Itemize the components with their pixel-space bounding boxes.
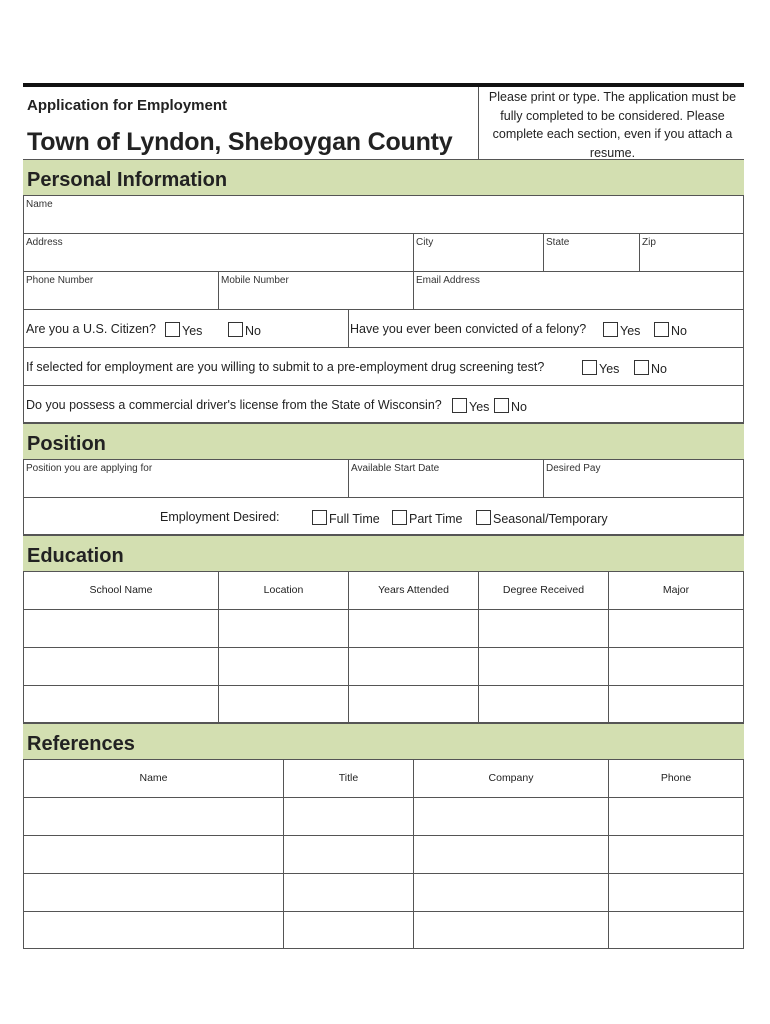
position-row <box>23 460 744 498</box>
state-field[interactable] <box>544 234 640 271</box>
form-subtitle: Application for Employment <box>27 97 228 114</box>
felony-question: Have you ever been convicted of a felony? <box>350 322 587 336</box>
position-applying-label: Position you are applying for <box>26 463 153 474</box>
edu-col-major: Major <box>662 584 690 596</box>
address-label: Address <box>26 237 63 248</box>
checkbox[interactable] <box>494 398 509 413</box>
ref-title-cell[interactable] <box>284 874 414 911</box>
instructions-notice: Please print or type. The application must be fully completed to be considered. Please complete each section, even if you attach a resume. <box>478 87 744 159</box>
citizen-felony-row <box>23 310 744 348</box>
employment-desired-row <box>23 498 744 535</box>
edu-degree-cell[interactable] <box>479 648 609 685</box>
reference-row <box>23 874 744 912</box>
ref-phone-cell[interactable] <box>609 836 743 873</box>
reference-row <box>23 912 744 949</box>
felony-yes-option[interactable]: Yes <box>603 322 640 338</box>
ref-title-cell[interactable] <box>284 836 414 873</box>
mobile-field[interactable] <box>219 272 414 309</box>
edu-school-cell[interactable] <box>24 648 219 685</box>
ref-title-cell[interactable] <box>284 798 414 835</box>
zip-field[interactable] <box>640 234 743 271</box>
education-row <box>23 686 744 723</box>
edu-col-school: School Name <box>24 572 219 609</box>
edu-years-cell[interactable] <box>349 686 479 722</box>
ref-name-cell[interactable] <box>24 874 284 911</box>
section-heading: References <box>27 733 135 755</box>
references-header-row <box>23 760 744 798</box>
address-field[interactable] <box>24 234 414 271</box>
edu-school-cell[interactable] <box>24 686 219 722</box>
form-title: Town of Lyndon, Sheboygan County <box>27 128 453 156</box>
edu-location-cell[interactable] <box>219 648 349 685</box>
checkbox[interactable] <box>476 510 491 525</box>
checkbox[interactable] <box>634 360 649 375</box>
section-references <box>23 723 744 760</box>
phone-row <box>23 272 744 310</box>
ref-phone-cell[interactable] <box>609 912 743 948</box>
phone-field[interactable] <box>24 272 219 309</box>
checkbox[interactable] <box>603 322 618 337</box>
ref-col-name: Name <box>24 760 284 797</box>
felony-no-option[interactable]: No <box>654 322 687 338</box>
full-time-option[interactable]: Full Time <box>312 510 380 526</box>
employment-desired-label: Employment Desired: <box>160 510 280 524</box>
edu-col-years: Years Attended <box>349 572 479 609</box>
section-heading: Education <box>27 545 124 567</box>
checkbox[interactable] <box>452 398 467 413</box>
name-label: Name <box>26 199 53 210</box>
ref-title-cell[interactable] <box>284 912 414 948</box>
cdl-question: Do you possess a commercial driver's license from the State of Wisconsin? <box>26 398 442 412</box>
form-header <box>23 87 744 159</box>
edu-col-location: Location <box>219 572 349 609</box>
edu-location-cell[interactable] <box>219 686 349 722</box>
phone-label: Phone Number <box>26 275 94 286</box>
mobile-label: Mobile Number <box>221 275 289 286</box>
citizen-no-option[interactable]: No <box>228 322 261 338</box>
cdl-yes-option[interactable]: Yes <box>452 398 489 414</box>
education-header-row <box>23 572 744 610</box>
name-field[interactable] <box>24 196 743 233</box>
part-time-option[interactable]: Part Time <box>392 510 463 526</box>
edu-major-cell[interactable] <box>609 610 743 647</box>
ref-col-title: Title <box>284 760 414 797</box>
zip-label: Zip <box>642 237 656 248</box>
city-label: City <box>416 237 434 248</box>
edu-years-cell[interactable] <box>349 648 479 685</box>
reference-row <box>23 798 744 836</box>
edu-location-cell[interactable] <box>219 610 349 647</box>
ref-company-cell[interactable] <box>414 798 609 835</box>
seasonal-option[interactable]: Seasonal/Temporary <box>476 510 608 526</box>
drug-screening-question: If selected for employment are you willing to submit to a pre-employment drug screening test? <box>26 360 545 374</box>
position-applying-field[interactable] <box>24 460 349 497</box>
section-personal-information <box>23 159 744 196</box>
section-heading: Position <box>27 433 106 455</box>
ref-col-company: Company <box>414 760 609 797</box>
state-label: State <box>546 237 570 248</box>
edu-school-cell[interactable] <box>24 610 219 647</box>
ref-phone-cell[interactable] <box>609 798 743 835</box>
ref-company-cell[interactable] <box>414 836 609 873</box>
edu-degree-cell[interactable] <box>479 686 609 722</box>
drug-no-option[interactable]: No <box>634 360 667 376</box>
checkbox[interactable] <box>392 510 407 525</box>
felony-question-cell <box>349 310 743 347</box>
citizen-question-cell <box>24 310 349 347</box>
education-row <box>23 648 744 686</box>
email-label: Email Address <box>416 275 480 286</box>
ref-name-cell[interactable] <box>24 836 284 873</box>
drug-screening-row <box>23 348 744 386</box>
start-date-label: Available Start Date <box>351 463 440 474</box>
cdl-row <box>23 386 744 423</box>
ref-company-cell[interactable] <box>414 874 609 911</box>
checkbox[interactable] <box>582 360 597 375</box>
city-field[interactable] <box>414 234 544 271</box>
section-heading: Personal Information <box>27 169 228 191</box>
cdl-no-option[interactable]: No <box>494 398 527 414</box>
name-row <box>23 196 744 234</box>
address-row <box>23 234 744 272</box>
edu-degree-cell[interactable] <box>479 610 609 647</box>
desired-pay-label: Desired Pay <box>546 463 601 474</box>
edu-col-degree: Degree Received <box>479 572 609 609</box>
ref-name-cell[interactable] <box>24 798 284 835</box>
section-education <box>23 535 744 572</box>
checkbox[interactable] <box>228 322 243 337</box>
edu-major-cell[interactable] <box>609 648 743 685</box>
section-position <box>23 423 744 460</box>
citizen-yes-option[interactable]: Yes <box>165 322 202 338</box>
ref-company-cell[interactable] <box>414 912 609 948</box>
start-date-field[interactable] <box>349 460 544 497</box>
edu-major-cell[interactable] <box>609 686 743 722</box>
ref-col-phone: Phone <box>660 772 692 784</box>
desired-pay-field[interactable] <box>544 460 743 497</box>
citizen-question: Are you a U.S. Citizen? <box>26 322 156 336</box>
ref-phone-cell[interactable] <box>609 874 743 911</box>
education-row <box>23 610 744 648</box>
drug-yes-option[interactable]: Yes <box>582 360 619 376</box>
checkbox[interactable] <box>165 322 180 337</box>
ref-name-cell[interactable] <box>24 912 284 948</box>
checkbox[interactable] <box>654 322 669 337</box>
email-field[interactable] <box>414 272 743 309</box>
edu-years-cell[interactable] <box>349 610 479 647</box>
reference-row <box>23 836 744 874</box>
checkbox[interactable] <box>312 510 327 525</box>
